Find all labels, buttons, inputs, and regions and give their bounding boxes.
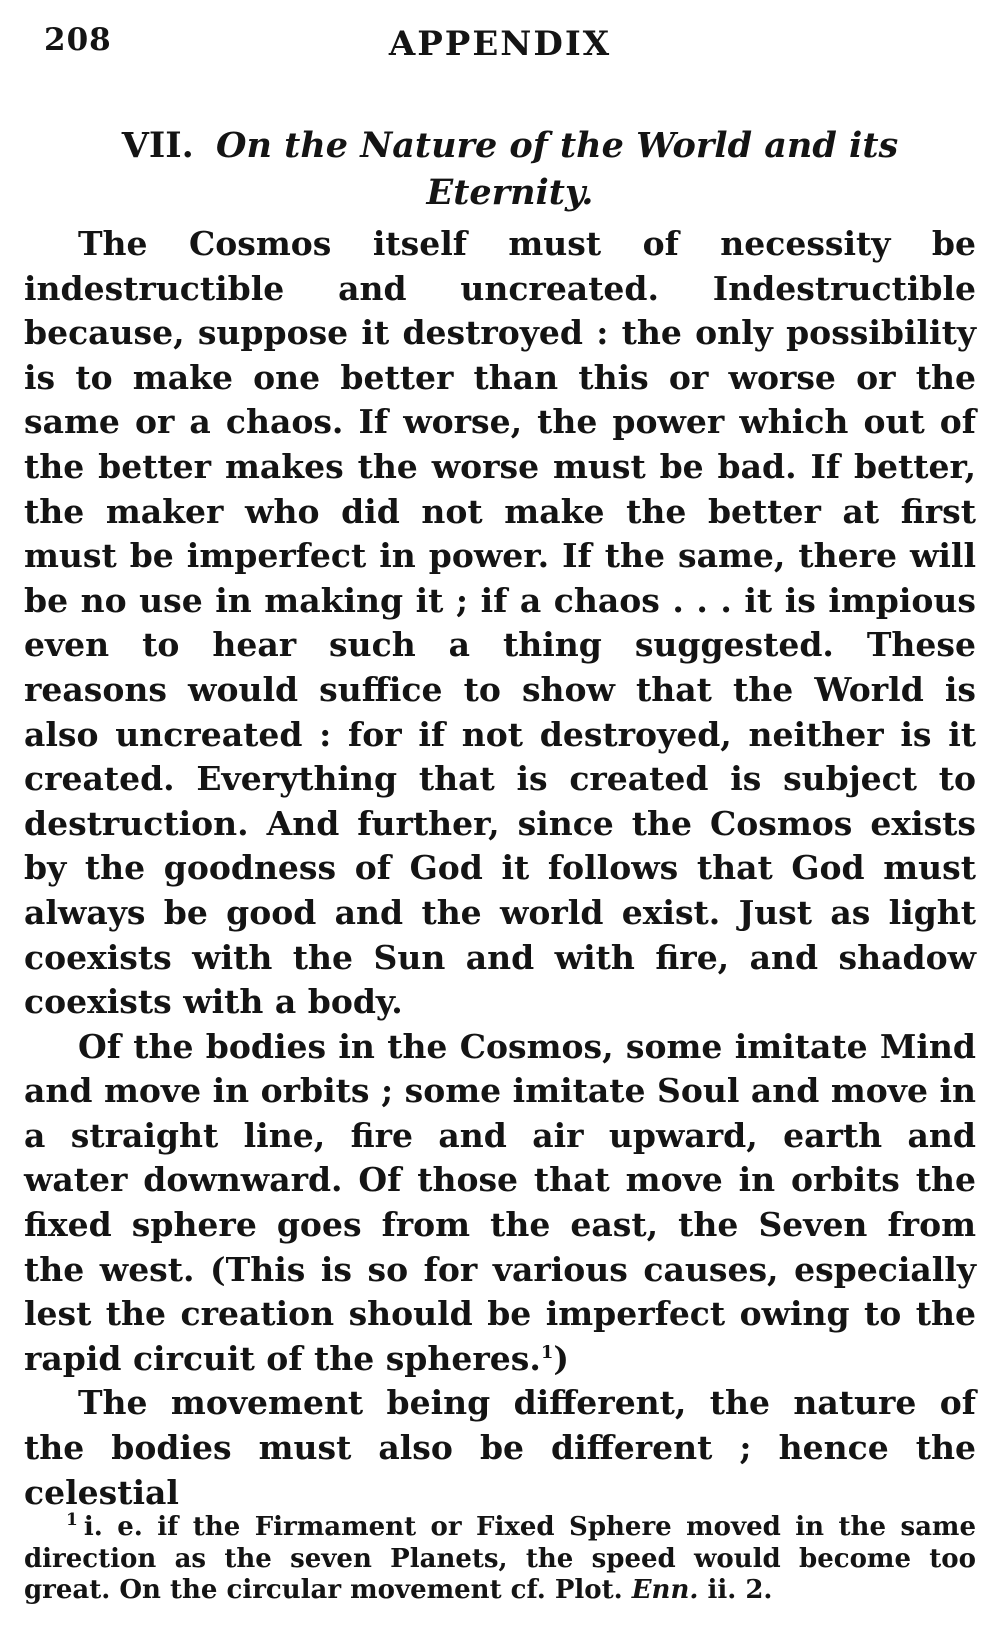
paragraph-2-tail: ) bbox=[553, 1338, 569, 1378]
footnote-text: i. e. if the Firmament or Fixed Sphere moved in the same direction as the seven Planets, the speed would become too great. On the circular movement cf. Plot. bbox=[24, 1512, 976, 1605]
section-title-text: On the Nature of the World and its Eternity. bbox=[216, 125, 899, 213]
running-head: APPENDIX bbox=[388, 24, 612, 64]
paragraph-2-text: Of the bodies in the Cosmos, some imitate Mind and move in orbits ; some imitate Soul and move in a straight line, fire and air upward, earth and water downward. Of those that move in orbits the fixed sphere goes from the east, the Seven from the west. (This is so for various causes, especially lest the creation should be imperfect owing to the rapid circuit of the spheres. bbox=[24, 1026, 976, 1378]
section-numeral: VII. bbox=[121, 125, 194, 166]
footnote-italic-text: Enn. bbox=[631, 1575, 699, 1605]
footnote-mark: 1 bbox=[66, 1510, 78, 1531]
footnote-reference: 1 bbox=[540, 1341, 554, 1363]
footnote-end-text: ii. 2. bbox=[707, 1575, 773, 1605]
section-title bbox=[80, 122, 940, 216]
page-number: 208 bbox=[44, 22, 112, 58]
paragraph-1: The Cosmos itself must of necessity be indestructible and uncreated. Indestructible because, suppose it destroyed : the only possibility is to make one better than this or worse or the same or a chaos. If worse, the power which out of the better makes the worse must be bad. If better, the maker who did not make the better at first must be imperfect in power. If the same, there will be no use in making it ; if a chaos . . . it is impious even to hear such a thing suggested. These reasons would suffice to show that the World is also uncreated : for if not destroyed, neither is it created. Everything that is created is subject to destruction. And further, since the Cosmos exists by the goodness of God it follows that God must always be good and the world exist. Just as light coexists with the Sun and with fire, and shadow coexists with a body. bbox=[24, 224, 976, 1022]
paragraph-3: The movement being different, the nature of the bodies must also be different ; hence the celestial bbox=[24, 1383, 976, 1512]
footnote bbox=[24, 1512, 976, 1607]
page-header bbox=[40, 18, 960, 68]
paragraph-2 bbox=[24, 1025, 976, 1382]
body-text bbox=[24, 222, 976, 1515]
